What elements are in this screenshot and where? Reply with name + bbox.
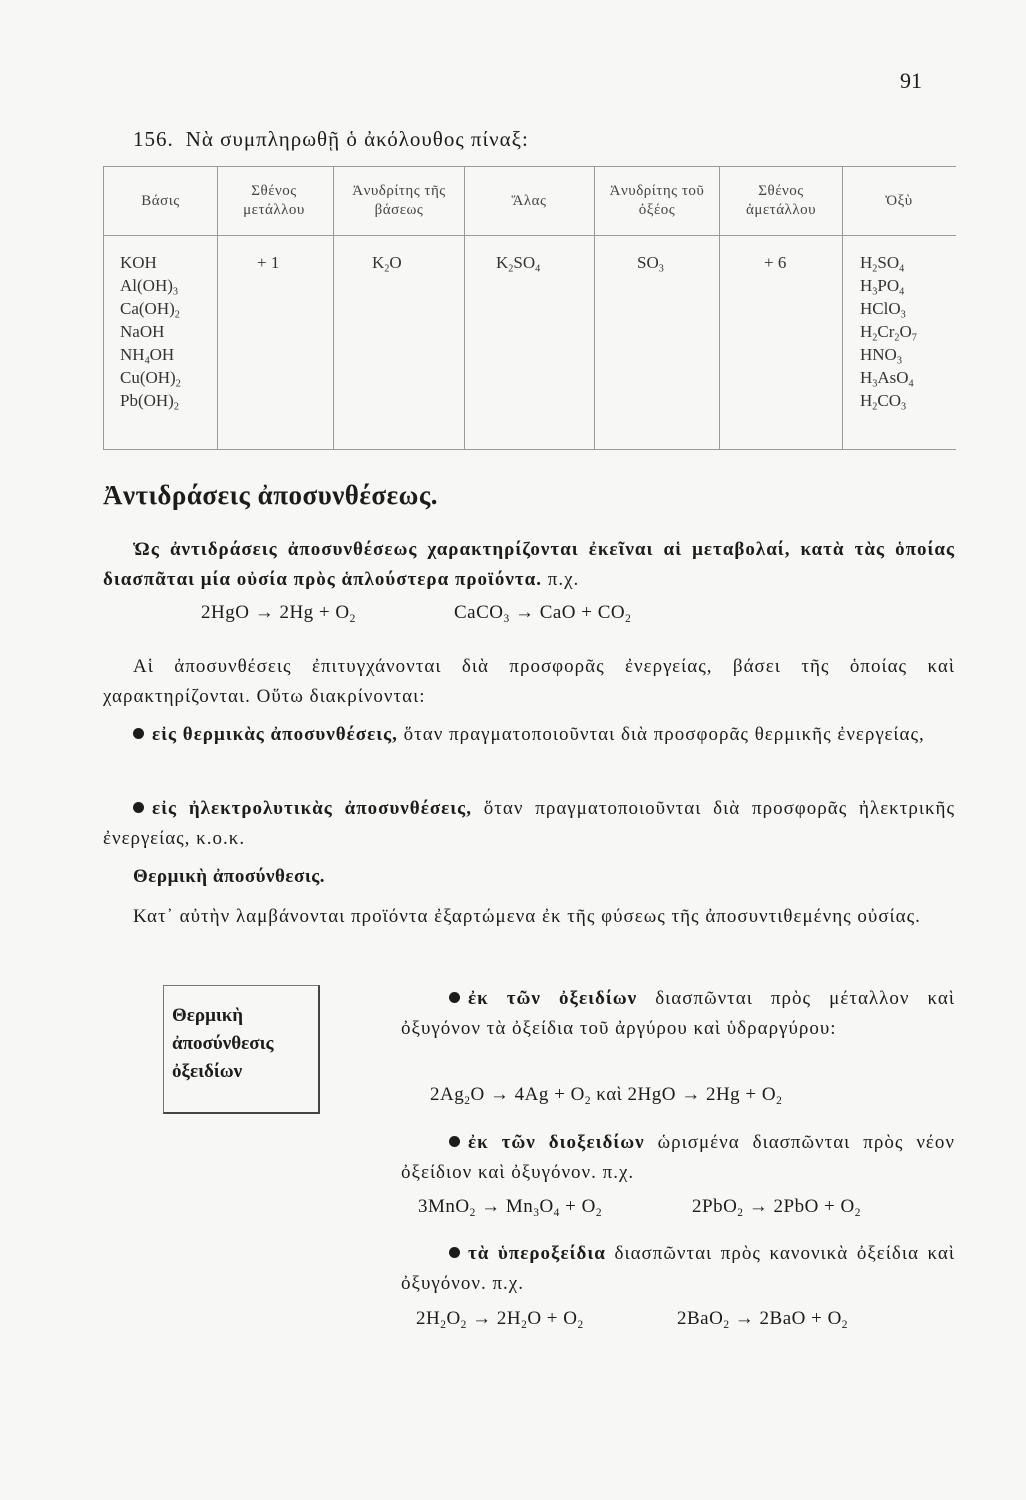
sidebox-line-1: Θερμικὴ — [172, 1005, 244, 1026]
thermal-intro: Κατ᾽ αὐτὴν λαμβάνονται προϊόντα ἐξαρτώμενα ἐκ τῆς φύσεως τῆς ἀποσυντιθεμένης οὐσίας. — [133, 906, 921, 927]
formula-h3po4: $H_3PO_4$ — [860, 276, 905, 298]
bases-column — [120, 251, 181, 412]
side-box — [163, 985, 320, 1114]
bullet-dot-icon — [449, 992, 460, 1003]
formula-h3aso4: $H_3AsO_4$ — [860, 368, 914, 390]
completion-table — [103, 166, 956, 450]
nonmetal-valence-value: + 6 — [764, 253, 787, 272]
equation-caco3: CaCO$_3$ → CaO + $CO_2$ — [454, 602, 632, 625]
header-base: Βάσις — [141, 192, 180, 209]
energy-paragraph: Αἱ ἀποσυνθέσεις ἐπιτυγχάνονται διὰ προσφορᾶς ἐνεργείας, βάσει τῆς ὁποίας καὶ χαρακτηρίζονται. Οὕτω διακρίνονται: — [103, 656, 955, 707]
equation-bao2: $2BaO_2 \to 2BaO + O_2$ — [677, 1308, 848, 1331]
bullet-thermal-bold: εἰς θερμικὰς ἀποσυνθέσεις, — [152, 724, 398, 745]
equation-h2o2: $2H_2O_2 \to 2H_2O + O_2$ — [416, 1308, 584, 1331]
bullet-electrolytic — [103, 794, 955, 854]
formula-naoh: NaOH — [120, 322, 165, 341]
sidebox-line-3: ὀξειδίων — [172, 1061, 243, 1082]
definition-lead: Ὡς ἀντιδράσεις ἀποσυνθέσεως χαρακτηρίζονται ἐκεῖναι αἱ μεταβολαί, κατὰ τὰς ὁποίας διασπᾶται μία οὐσία πρὸς ἁπλούστερα προϊόντα. — [103, 539, 955, 590]
formula-hno3: $HNO_3$ — [860, 345, 902, 367]
metal-valence-value: + 1 — [257, 253, 280, 272]
bullet-dot-icon — [449, 1247, 460, 1258]
header-acid: Ὀξὺ — [885, 192, 913, 209]
page-number: 91 — [900, 68, 922, 93]
peroxides-bold: τὰ ὑπεροξείδια — [468, 1243, 606, 1264]
formula-h2cr2o7: $H_2Cr_2O_7$ — [860, 322, 917, 344]
bullet-dot-icon — [133, 802, 144, 813]
dioxides-paragraph — [401, 1128, 955, 1188]
bullet-dot-icon — [133, 728, 144, 739]
acids-column — [860, 251, 917, 412]
formula-caoh2: $Ca(OH)_2$ — [120, 299, 180, 321]
dioxides-bold: ἐκ τῶν διοξειδίων — [468, 1132, 645, 1153]
equation-hgo: $2HgO \to 2Hg + O_2$ — [201, 602, 356, 625]
formula-cuoh2: $Cu(OH)_2$ — [120, 368, 181, 390]
equation-pbo2: $2PbO_2 \to 2PbO + O_2$ — [692, 1196, 861, 1219]
bullet-electro-bold: εἰς ἠλεκτρολυτικὰς ἀποσυνθέσεις, — [152, 798, 472, 819]
definition-tail: π.χ. — [547, 569, 580, 590]
formula-h2so4: $H_2SO_4$ — [860, 253, 905, 275]
oxides-paragraph — [401, 984, 955, 1044]
exercise-text: Νὰ συμπληρωθῇ ὁ ἀκόλουθος πίναξ: — [185, 127, 529, 151]
equation-conjunction: καὶ — [596, 1084, 623, 1105]
formula-aloh3: $Al(OH)_3$ — [120, 276, 178, 298]
formula-nh4oh: $NH_4OH$ — [120, 345, 175, 367]
peroxides-rest: διασπῶνται πρὸς κανονικὰ ὀξείδια καὶ ὀξυγόνον. π.χ. — [401, 1243, 955, 1294]
formula-koh: KOH — [120, 253, 157, 272]
definition-paragraph — [103, 535, 955, 595]
formula-k2so4: $K_2SO_4$ — [496, 253, 541, 275]
section-heading: Ἀντιδράσεις ἀποσυνθέσεως. — [103, 480, 438, 510]
bullet-thermal-rest: ὅταν πραγματοποιοῦνται διὰ προσφορᾶς θερμικῆς ἐνεργείας, — [403, 724, 925, 745]
bullet-thermal — [103, 720, 955, 750]
equation-ag2o: $2Ag_2O \to 4Ag + O_2$ καὶ $2HgO \to 2Hg + O_2$ — [430, 1084, 783, 1107]
header-metal-valence: Σθένος μετάλλου — [243, 183, 305, 218]
header-nonmetal-valence: Σθένος ἀμετάλλου — [745, 183, 817, 218]
oxides-bold: ἐκ τῶν ὀξειδίων — [468, 988, 638, 1009]
formula-pboh2: $Pb(OH)_2$ — [120, 391, 179, 413]
exercise-number: 156. — [133, 127, 174, 151]
peroxides-paragraph — [401, 1239, 955, 1299]
bullet-electro-rest: ὅταν πραγματοποιοῦνται διὰ προσφορᾶς ἠλεκτρικῆς ἐνεργείας, κ.ο.κ. — [103, 798, 956, 849]
equation-mno2: $3MnO_2 \to Mn_3O_4 + O_2$ — [418, 1196, 603, 1219]
header-salt: Ἅλας — [511, 192, 547, 209]
oxides-rest: διασπῶνται πρὸς μέταλλον καὶ ὀξυγόνον τὰ ὀξείδια τοῦ ἀργύρου καὶ ὑδραργύρου: — [401, 988, 956, 1039]
formula-k2o: $K_2O$ — [372, 253, 402, 275]
formula-h2co3: $H_2CO_3$ — [860, 391, 907, 413]
formula-so3: $SO_3$ — [637, 253, 664, 275]
formula-hclo3: HClO$_3$ — [860, 299, 906, 321]
header-base-anhydride: Ἀνυδρίτης τῆς βάσεως — [352, 183, 446, 218]
header-acid-anhydride: Ἀνυδρίτης τοῦ ὀξέος — [609, 183, 705, 218]
sidebox-line-2: ἀποσύνθεσις — [172, 1033, 274, 1054]
bullet-dot-icon — [449, 1136, 460, 1147]
dioxides-rest: ὡρισμένα διασπῶνται πρὸς νέον ὀξείδιον καὶ ὀξυγόνον. π.χ. — [401, 1132, 956, 1183]
subheading-thermal: Θερμικὴ ἀποσύνθεσις. — [133, 866, 326, 887]
exercise-prompt — [133, 127, 529, 152]
